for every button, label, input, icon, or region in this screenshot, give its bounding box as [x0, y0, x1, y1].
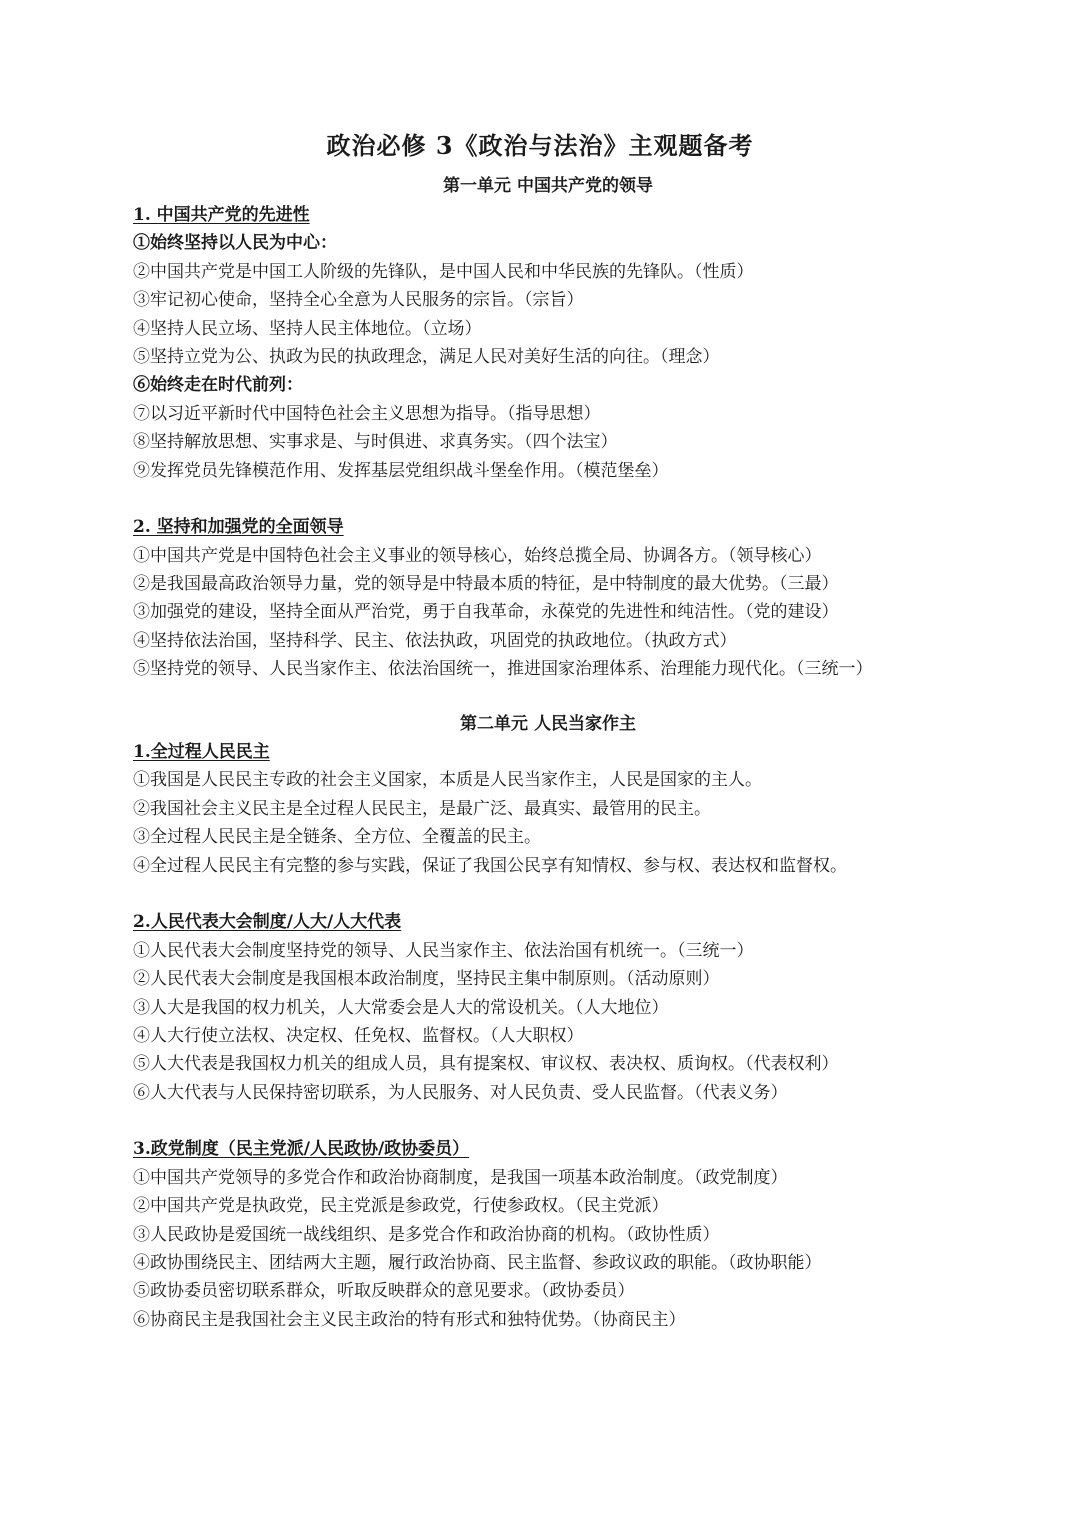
point-item: ⑤政协委员密切联系群众，听取反映群众的意见要求。（政协委员）: [133, 1281, 635, 1302]
point-item: ⑨发挥党员先锋模范作用、发挥基层党组织战斗堡垒作用。（模范堡垒）: [133, 460, 669, 481]
point-item: ③加强党的建设，坚持全面从严治党，勇于自我革命，永葆党的先进性和纯洁性。（党的建设）: [133, 602, 839, 623]
point-item: ②我国社会主义民主是全过程人民民主，是最广泛、最真实、最管用的民主。: [133, 798, 711, 819]
point-item: ⑦以习近平新时代中国特色社会主义思想为指导。（指导思想）: [133, 403, 601, 424]
point-item: ④坚持依法治国，坚持科学、民主、依法执政，巩固党的执政地位。（执政方式）: [133, 630, 737, 651]
section-heading: 2.人民代表大会制度/人大/人大代表: [133, 912, 402, 933]
point-item: ③全过程人民民主是全链条、全方位、全覆盖的民主。: [133, 827, 541, 848]
section-heading: 1.全过程人民民主: [133, 742, 270, 762]
point-item: ⑤坚持立党为公、执政为民的执政理念，满足人民对美好生活的向往。（理念）: [133, 346, 720, 367]
point-item: ⑥人大代表与人民保持密切联系，为人民服务、对人民负责、受人民监督。（代表义务）: [133, 1082, 788, 1103]
point-item: ①始终坚持以人民为中心：: [133, 233, 337, 254]
spacer: [133, 880, 963, 908]
point-item: ⑤坚持党的领导、人民当家作主、依法治国统一，推进国家治理体系、治理能力现代化。（三统一）: [133, 659, 873, 680]
point-item: ②中国共产党是执政党，民主党派是参政党，行使参政权。（民主党派）: [133, 1196, 669, 1217]
point-item: ④政协围绕民主、团结两大主题，履行政治协商、民主监督、参政议政的职能。（政协职能）: [133, 1253, 822, 1274]
unit-2-title: 第二单元 人民当家作主: [460, 714, 636, 734]
spacer: [133, 1107, 963, 1135]
point-item: ⑧坚持解放思想、实事求是、与时俱进、求真务实。（四个法宝）: [133, 432, 618, 453]
point-item: ④人大行使立法权、决定权、任免权、监督权。（人大职权）: [133, 1025, 584, 1046]
point-item: ②是我国最高政治领导力量，党的领导是中特最本质的特征，是中特制度的最大优势。（三最）: [133, 574, 839, 595]
section-heading: 1. 中国共产党的先进性: [133, 205, 310, 225]
section-heading: 2. 坚持和加强党的全面领导: [133, 517, 344, 538]
point-item: ①中国共产党是中国特色社会主义事业的领导核心，始终总揽全局、协调各方。（领导核心）: [133, 545, 822, 566]
point-item: ②中国共产党是中国工人阶级的先锋队，是中国人民和中华民族的先锋队。（性质）: [133, 261, 754, 282]
section-heading: 3.政党制度（民主党派/人民政协/政协委员）: [133, 1139, 470, 1160]
point-item: ③人大是我国的权力机关，人大常委会是人大的常设机关。（人大地位）: [133, 997, 669, 1018]
point-item: ①我国是人民民主专政的社会主义国家，本质是人民当家作主，人民是国家的主人。: [133, 770, 762, 791]
unit-2: [133, 710, 963, 1334]
point-item: ⑥协商民主是我国社会主义民主政治的特有形式和独特优势。（协商民主）: [133, 1309, 686, 1330]
point-item: ②人民代表大会制度是我国根本政治制度，坚持民主集中制原则。（活动原则）: [133, 969, 720, 990]
point-item: ⑥始终走在时代前列：: [133, 375, 303, 396]
point-item: ④坚持人民立场、坚持人民主体地位。（立场）: [133, 318, 482, 339]
spacer: [133, 485, 963, 513]
point-item: ①中国共产党领导的多党合作和政治协商制度，是我国一项基本政治制度。（政党制度）: [133, 1167, 788, 1188]
point-item: ①人民代表大会制度坚持党的领导、人民当家作主、依法治国有机统一。（三统一）: [133, 940, 754, 961]
point-item: ③人民政协是爱国统一战线组织、是多党合作和政治协商的机构。（政协性质）: [133, 1224, 720, 1245]
unit-1: [133, 172, 963, 684]
point-item: ⑤人大代表是我国权力机关的组成人员，具有提案权、审议权、表决权、质询权。（代表权利）: [133, 1054, 839, 1075]
point-item: ③牢记初心使命，坚持全心全意为人民服务的宗旨。（宗旨）: [133, 290, 584, 311]
document-title: 政治必修 3《政治与法治》主观题备考: [326, 131, 754, 160]
unit-1-title: 第一单元 中国共产党的领导: [443, 176, 653, 196]
point-item: ④全过程人民民主有完整的参与实践，保证了我国公民享有知情权、参与权、表达权和监督权。: [133, 855, 847, 876]
